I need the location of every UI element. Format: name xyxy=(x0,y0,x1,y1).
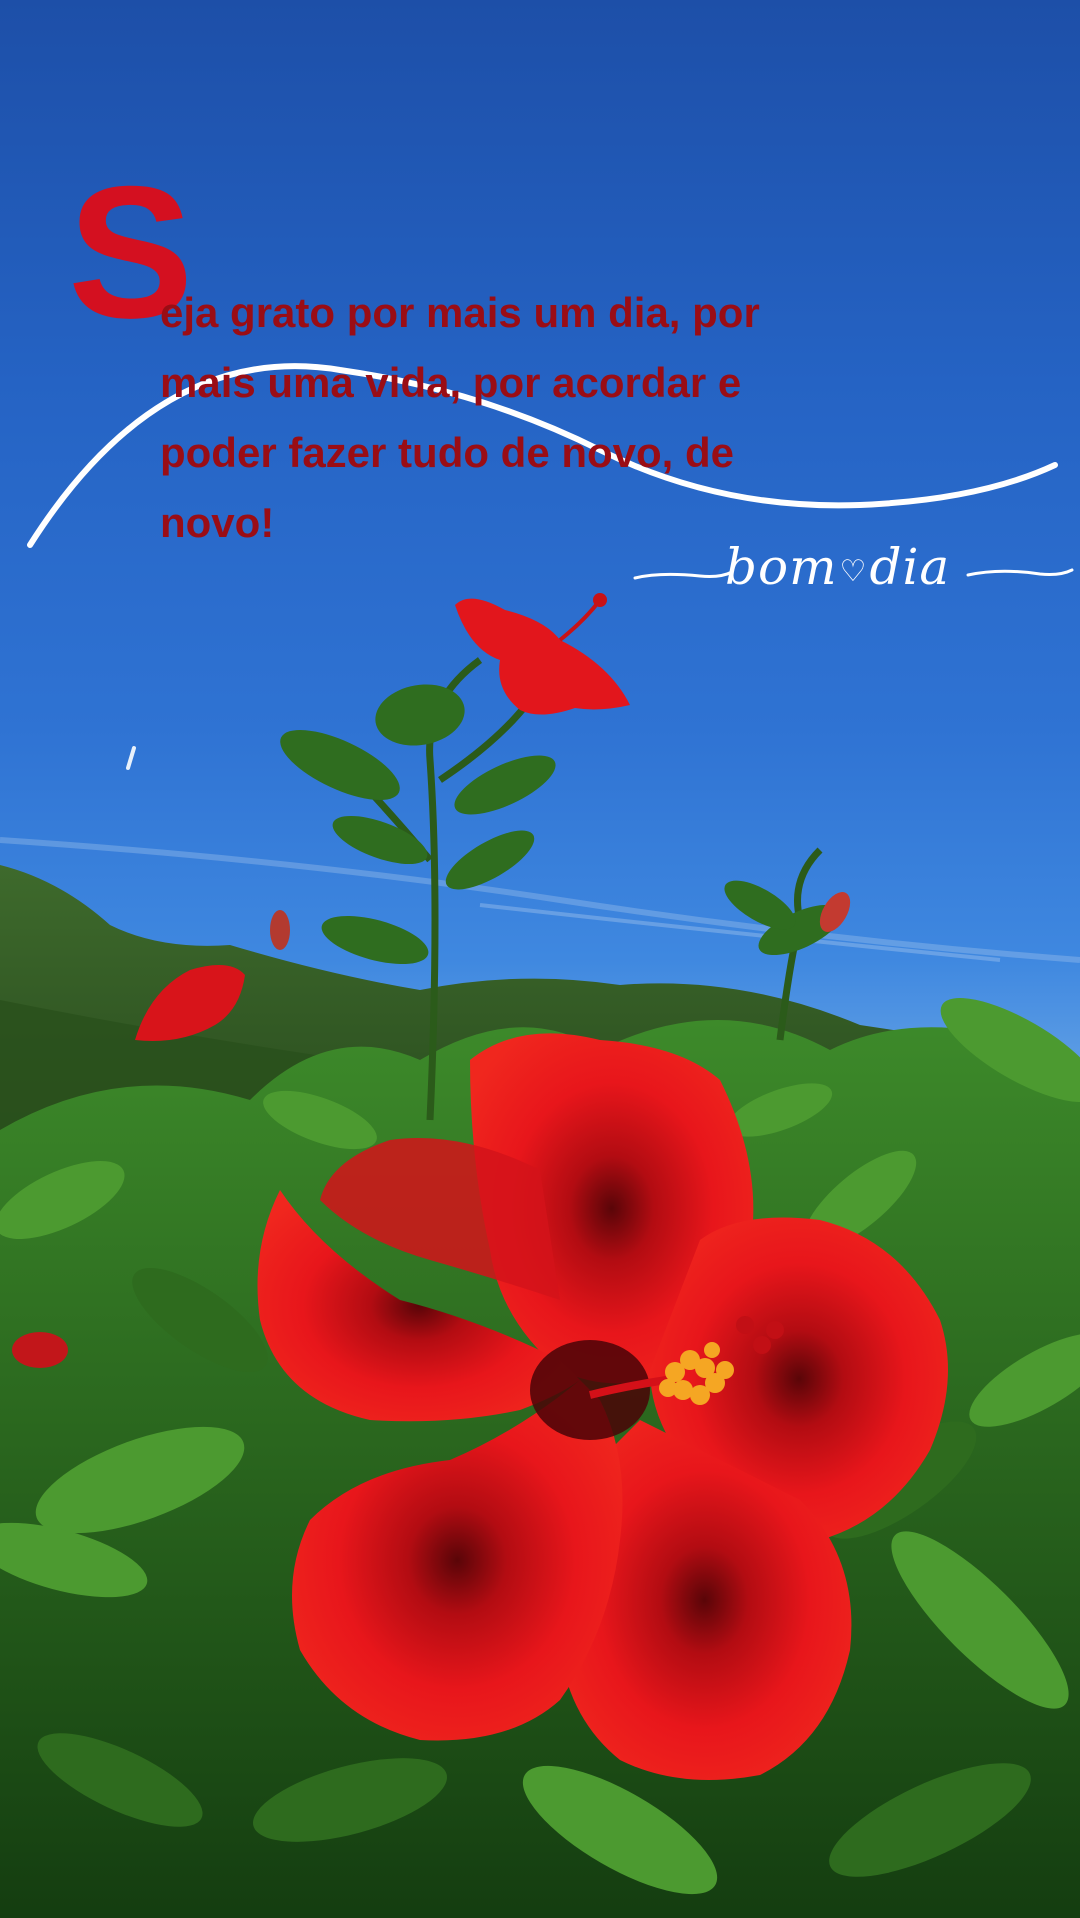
flourish-right xyxy=(968,570,1072,575)
quote-text xyxy=(160,278,940,558)
quote-line: mais uma vida, por acordar e xyxy=(160,359,742,406)
flower-bud xyxy=(12,1332,68,1368)
quote-drop-cap: S xyxy=(68,147,190,357)
cloud-wisp xyxy=(480,905,1000,960)
heart-icon: ♡ xyxy=(839,553,868,589)
greeting-word-bom: bom xyxy=(725,538,838,596)
greeting-bom-dia xyxy=(725,538,950,596)
quote-line: eja grato por mais um dia, por xyxy=(160,289,760,336)
bird-icon xyxy=(128,748,134,768)
greeting-word-dia: dia xyxy=(869,538,951,596)
flourish-left xyxy=(635,572,732,578)
hibiscus-flower-icon xyxy=(455,593,630,715)
quote-line: novo! xyxy=(160,499,275,546)
quote-line: poder fazer tudo de novo, de xyxy=(160,429,735,476)
flower-bud xyxy=(270,910,290,950)
